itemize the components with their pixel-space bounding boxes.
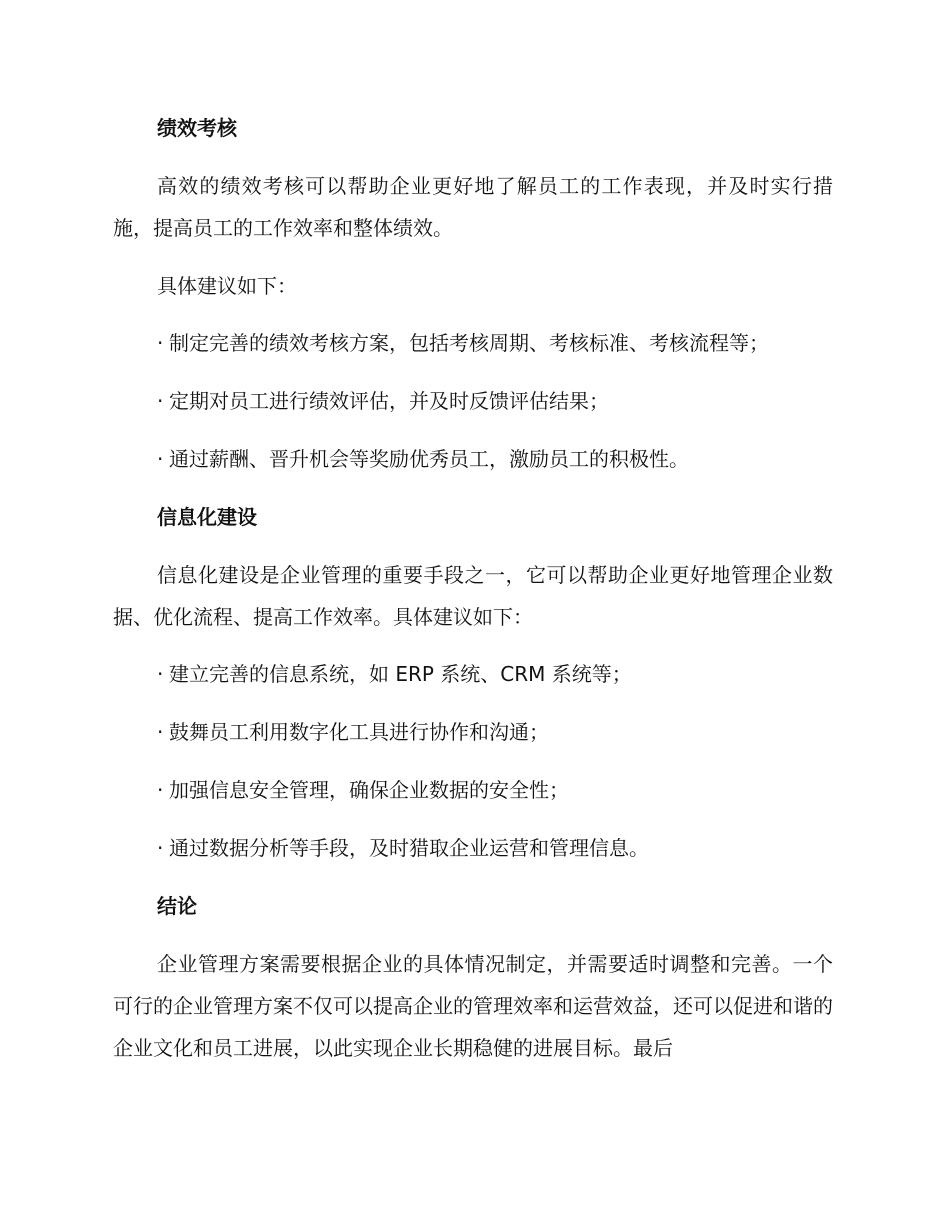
bullet-dot: · — [157, 389, 164, 413]
bullet-text: 通过数据分析等手段，及时猎取企业运营和管理信息。 — [169, 836, 649, 860]
bullet-text: 定期对员工进行绩效评估，并及时反馈评估结果； — [169, 389, 609, 413]
section-intro-conclusion: 企业管理方案需要根据企业的具体情况制定，并需要适时调整和完善。一个可行的企业管理方案不仅可以提高企业的管理效率和运营效益，还可以促进和谐的企业文化和员工进展，以此实现企业长期稳健的进展目标。最后 — [113, 952, 833, 1060]
bullet-text: 加强信息安全管理，确保企业数据的安全性； — [169, 778, 569, 802]
bullet-item — [157, 381, 833, 421]
section-intro-performance: 高效的绩效考核可以帮助企业更好地了解员工的工作表现，并及时实行措施，提高员工的工作效率和整体绩效。 — [113, 174, 833, 240]
bullet-dot: · — [157, 836, 164, 860]
bullet-item — [157, 712, 833, 752]
bullet-item — [157, 654, 833, 694]
bullet-item — [157, 323, 833, 363]
bullet-dot: · — [157, 662, 164, 686]
bullet-item — [157, 439, 833, 479]
bullet-text: 鼓舞员工利用数字化工具进行协作和沟通； — [169, 720, 549, 744]
bullet-dot: · — [157, 778, 164, 802]
section-heading-performance: 绩效考核 — [157, 116, 237, 140]
document-page — [113, 108, 833, 1085]
bullet-dot: · — [157, 720, 164, 744]
section-heading-informatization: 信息化建设 — [157, 505, 257, 529]
bullet-dot: · — [157, 447, 164, 471]
bullet-text: 建立完善的信息系统，如 ERP 系统、CRM 系统等； — [169, 662, 632, 686]
section-intro-informatization: 信息化建设是企业管理的重要手段之一，它可以帮助企业更好地管理企业数据、优化流程、提高工作效率。具体建议如下： — [113, 563, 833, 629]
bullet-text: 制定完善的绩效考核方案，包括考核周期、考核标准、考核流程等； — [169, 331, 769, 355]
section-lead-performance: 具体建议如下： — [157, 274, 297, 298]
bullet-item — [157, 828, 833, 868]
bullet-item — [157, 770, 833, 810]
bullet-text: 通过薪酬、晋升机会等奖励优秀员工，激励员工的积极性。 — [169, 447, 689, 471]
section-heading-conclusion: 结论 — [157, 894, 197, 918]
bullet-dot: · — [157, 331, 164, 355]
